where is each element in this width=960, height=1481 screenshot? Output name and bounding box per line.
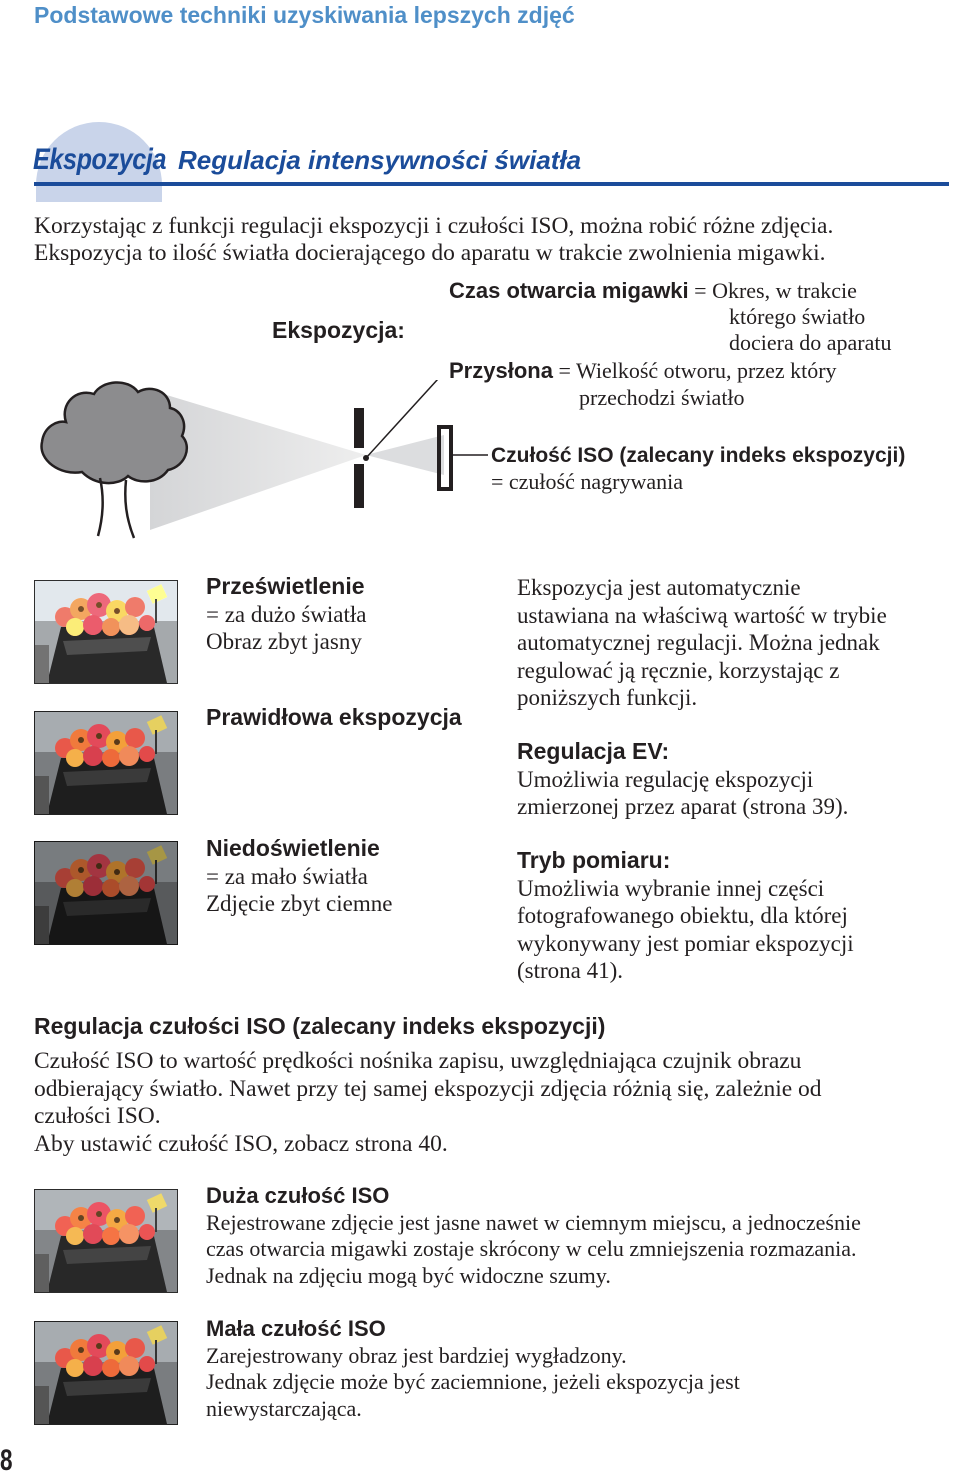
low-iso-title: Mała czułość ISO — [206, 1316, 386, 1341]
overexposure-title: Prześwietlenie — [206, 573, 365, 599]
shutter-def-3: dociera do aparatu — [729, 330, 892, 355]
auto-line: regulować ją ręcznie, korzystając z — [517, 657, 840, 683]
metering-line: Umożliwia wybranie innej części — [517, 875, 825, 901]
auto-line: automatycznej regulacji. Można jednak — [517, 630, 880, 655]
iso-paragraph — [34, 1048, 822, 1158]
correct-exposure-block — [206, 704, 462, 732]
correct-exposure-title: Prawidłowa ekspozycja — [206, 704, 462, 730]
ev-block — [517, 738, 848, 821]
underexposure-line: Zdjęcie zbyt ciemne — [206, 891, 393, 916]
low-iso-line: Zarejestrowany obraz jest bardziej wygładzony. — [206, 1342, 627, 1368]
intro-line: Korzystając z funkcji regulacji ekspozycji i czułości ISO, można robić różne zdjęcia. — [34, 213, 834, 239]
high-iso-line: czas otwarcia migawki zostaje skrócony w celu zmniejszenia rozmazania. — [206, 1236, 857, 1261]
iso-para-line: odbierający światło. Nawet przy tej samej ekspozycji zdjęcia różnią się, zależnie od — [34, 1075, 822, 1102]
iso-def: = czułość nagrywania — [491, 469, 683, 494]
tab-label: Ekspozycja — [33, 143, 167, 176]
intro-text — [34, 213, 833, 267]
high-iso-line: Rejestrowane zdjęcie jest jasne nawet w ciemnym miejscu, a jednocześnie — [206, 1209, 861, 1235]
exposure-label: Ekspozycja: — [272, 317, 405, 343]
page-title: Regulacja intensywności światła — [178, 145, 582, 175]
shutter-eq: = — [694, 278, 707, 303]
metering-line: fotografowanego obiektu, dla której — [517, 903, 848, 928]
light-beam-exit — [366, 435, 444, 475]
low-iso-line: Jednak zdjęcie może być zaciemnione, jeżeli ekspozycja jest — [206, 1369, 740, 1394]
iso-para-line: Czułość ISO to wartość prędkości nośnika zapisu, uwzględniająca czujnik obrazu — [34, 1048, 802, 1074]
underexposure-block — [206, 835, 392, 918]
iso-heading: Regulacja czułości ISO (zalecany indeks ekspozycji) — [34, 1013, 606, 1039]
exposure-diagram — [30, 380, 510, 540]
flowers-image — [35, 581, 177, 683]
aperture-row — [449, 358, 837, 384]
aperture-eq: = — [558, 358, 571, 383]
overexposure-block — [206, 573, 367, 656]
flowers-image — [35, 712, 177, 814]
ev-line: zmierzonej przez aparat (strona 39). — [517, 794, 849, 819]
metering-line: (strona 41). — [517, 958, 624, 983]
iso-label: Czułość ISO (zalecany indeks ekspozycji) — [491, 444, 906, 467]
underexposure-line: = za mało światła — [206, 863, 368, 889]
flowers-image — [35, 1322, 177, 1424]
low-iso-block — [206, 1316, 740, 1422]
shutter-row — [449, 278, 857, 304]
high-iso-title: Duża czułość ISO — [206, 1183, 390, 1208]
overexposure-line: Obraz zbyt jasny — [206, 629, 362, 654]
flowers-image — [35, 842, 177, 944]
title-rule — [34, 182, 949, 186]
photo-overexposed — [34, 580, 178, 684]
metering-block — [517, 847, 854, 985]
auto-line: poniższych funkcji. — [517, 685, 698, 710]
underexposure-title: Niedoświetlenie — [206, 835, 380, 861]
metering-title: Tryb pomiaru: — [517, 847, 671, 873]
low-iso-line: niewystarczająca. — [206, 1395, 362, 1421]
photo-correct — [34, 711, 178, 815]
ev-line: Umożliwia regulację ekspozycji — [517, 766, 814, 792]
shutter-def-2: którego światło — [729, 304, 866, 329]
section-header: Podstawowe techniki uzyskiwania lepszych zdjęć — [34, 2, 575, 28]
aperture-def-2: przechodzi światło — [579, 385, 745, 410]
aperture-def-1: Wielkość otworu, przez który — [575, 358, 837, 383]
shutter-label: Czas otwarcia migawki — [449, 278, 689, 303]
sensor-icon — [439, 427, 451, 489]
high-iso-block — [206, 1183, 861, 1289]
shutter-def-1: Okres, w trakcie — [712, 278, 857, 303]
iso-para-line: Aby ustawić czułość ISO, zobacz strona 40. — [34, 1130, 448, 1157]
auto-exposure-text — [517, 574, 887, 712]
auto-line: Ekspozycja jest automatycznie — [517, 575, 801, 600]
intro-line: Ekspozycja to ilość światła docierającego do aparatu w trakcie zwolnienia migawki. — [34, 240, 826, 266]
ev-title: Regulacja EV: — [517, 738, 670, 764]
iso-para-line: czułości ISO. — [34, 1103, 161, 1129]
photo-underexposed — [34, 841, 178, 945]
photo-low-iso — [34, 1321, 178, 1425]
high-iso-line: Jednak na zdjęciu mogą być widoczne szumy. — [206, 1262, 611, 1288]
metering-line: wykonywany jest pomiar ekspozycji — [517, 930, 854, 956]
aperture-label: Przysłona — [449, 358, 553, 383]
overexposure-line: = za dużo światła — [206, 601, 367, 627]
photo-high-iso — [34, 1189, 178, 1293]
auto-line: ustawiana na właściwą wartość w trybie — [517, 602, 887, 628]
flowers-image — [35, 1190, 177, 1292]
page-number: 8 — [0, 1444, 13, 1477]
